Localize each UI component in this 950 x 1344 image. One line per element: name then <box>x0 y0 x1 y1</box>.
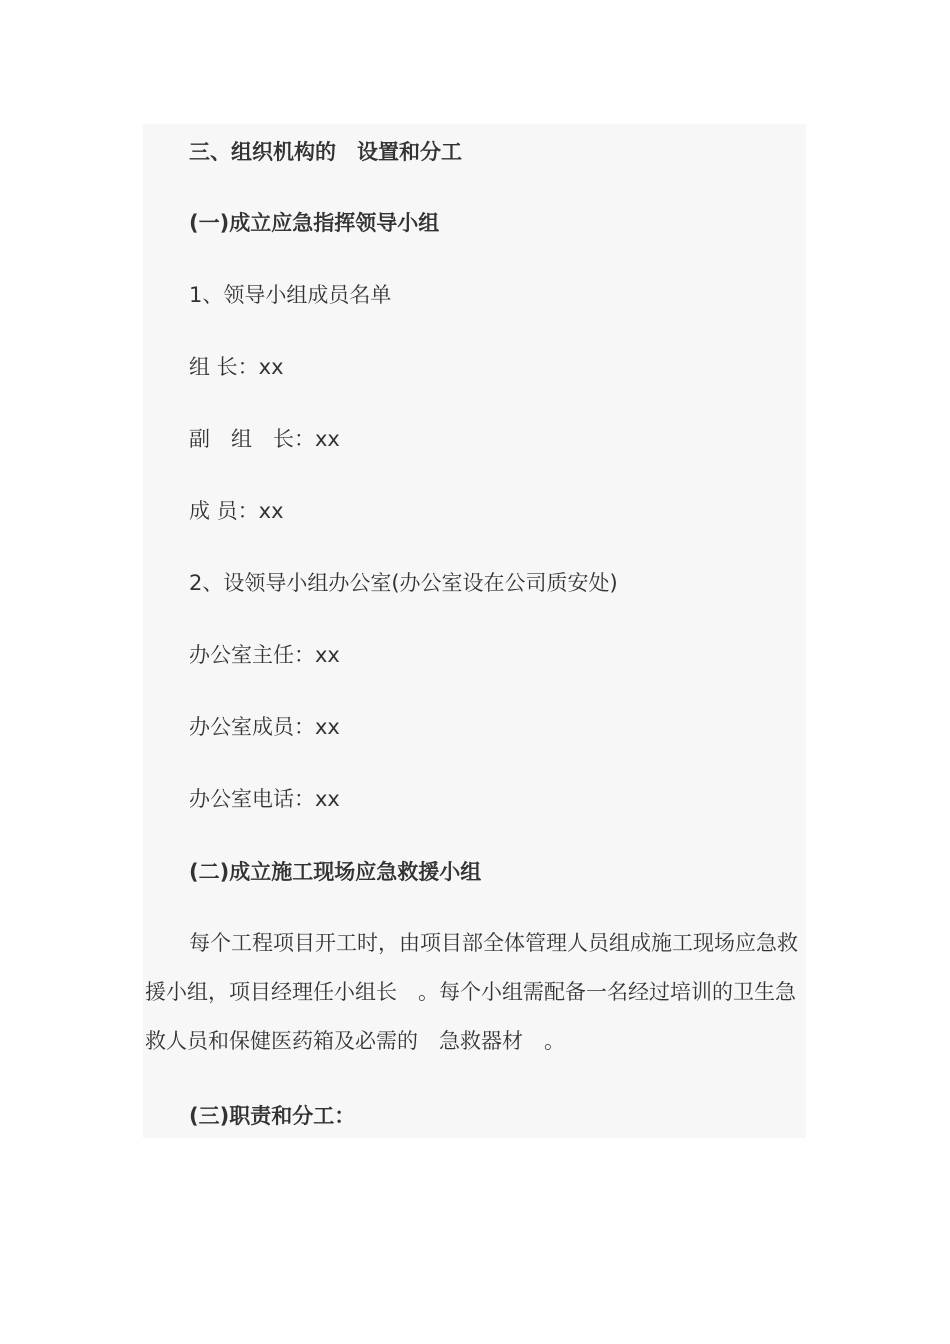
office-director-line: 办公室主任：xx <box>189 643 340 667</box>
office-members-line: 办公室成员：xx <box>189 715 340 739</box>
subsection-heading-2: (二)成立施工现场应急救援小组 <box>189 860 482 884</box>
office-phone-line: 办公室电话：xx <box>189 787 340 811</box>
list-item-2: 2、设领导小组办公室(办公室设在公司质安处) <box>189 571 618 595</box>
section-title: 三、组织机构的 设置和分工 <box>189 140 462 164</box>
subsection-heading-3: (三)职责和分工： <box>189 1104 356 1128</box>
members-line: 成 员：xx <box>189 499 284 523</box>
deputy-leader-line: 副 组 长：xx <box>189 427 340 451</box>
subsection-heading-1: (一)成立应急指挥领导小组 <box>189 211 440 235</box>
body-paragraph: 每个工程项目开工时，由项目部全体管理人员组成施工现场应急救援小组，项目经理任小组长 。每个小组需配备一名经过培训的卫生急救人员和保健医药箱及必需的 急救器材 。 <box>145 931 798 1053</box>
leader-line: 组 长：xx <box>189 355 284 379</box>
list-item-1: 1、领导小组成员名单 <box>189 283 392 307</box>
